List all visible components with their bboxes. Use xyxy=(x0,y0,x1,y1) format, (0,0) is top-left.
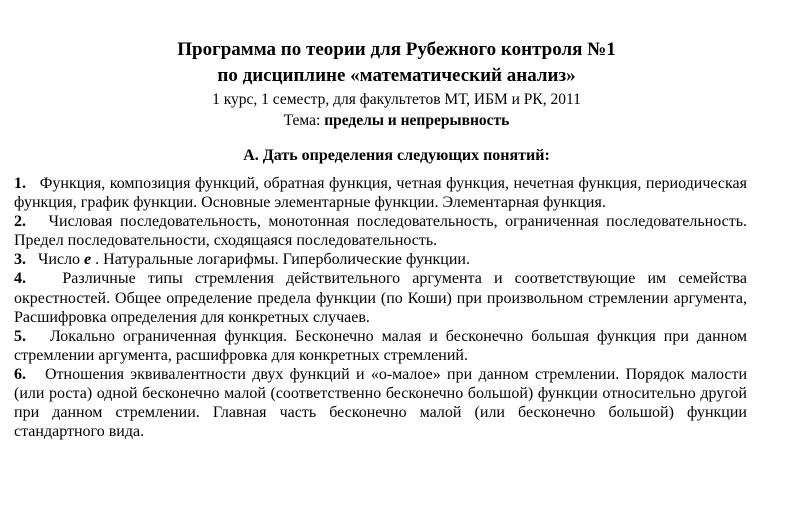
document-title-line-1: Программа по теории для Рубежного контроля №1 xyxy=(177,39,616,60)
topic-label: Тема: xyxy=(283,112,325,129)
item-text: Различные типы стремления действительного аргумента и соответствующие им семейства окрестностей. Общее определение предела функции (по Коши) при произвольном стремлении аргумента, Расшифровка определения для конкретных случаев. xyxy=(14,270,748,326)
item-text: Локально ограниченная функция. Бесконечно малая и бесконечно большая функция при данном стремлении аргумента, расшифровка для конкретных стремлений. xyxy=(14,327,748,364)
list-item-6 xyxy=(14,365,747,441)
item-text: Отношения эквивалентности двух функций и «о-малое» при данном стремлении. Порядок малости (или роста) одной бесконечно малой (соответственно бесконечно большой) функции относительно другой при данном стремлении. Главная часть бесконечно малой (или бесконечно большой) функции стандартного вида. xyxy=(14,365,748,441)
topic-line xyxy=(46,110,747,131)
section-heading: А. Дать определения следующих понятий: xyxy=(243,147,550,164)
list-item-3 xyxy=(14,250,747,269)
document-title-line-2: по дисциплине «математический анализ» xyxy=(217,65,576,86)
item-number: 6. xyxy=(14,365,26,383)
list-item-2 xyxy=(14,212,747,250)
item-number: 4. xyxy=(14,270,26,288)
list-item-1 xyxy=(14,174,747,212)
document-subtitle: 1 курс, 1 семестр, для факультетов МТ, ИБМ и РК, 2011 xyxy=(212,91,581,108)
list-item-5 xyxy=(14,327,747,365)
item-number: 2. xyxy=(14,213,26,231)
item-text-after: . Натуральные логарифмы. Гиперболические функции. xyxy=(91,251,470,269)
document-header xyxy=(14,37,747,131)
item-number: 3. xyxy=(14,251,26,269)
list-item-4 xyxy=(14,269,747,326)
definitions-list xyxy=(14,174,747,441)
item-text: Функция, композиция функций, обратная функция, четная функция, нечетная функция, периодическая функция, график функции. Основные элементарные функции. Элементарная функция. xyxy=(14,175,748,212)
topic-value: пределы и непрерывность xyxy=(324,112,510,129)
item-number: 5. xyxy=(14,327,26,345)
euler-number-symbol: e xyxy=(84,251,92,269)
item-text-before: Число xyxy=(38,251,85,269)
item-text: Числовая последовательность, монотонная последовательность, ограниченная последовательность. Предел последовательности, сходящаяся последовательность. xyxy=(14,213,748,250)
item-number: 1. xyxy=(14,175,26,192)
